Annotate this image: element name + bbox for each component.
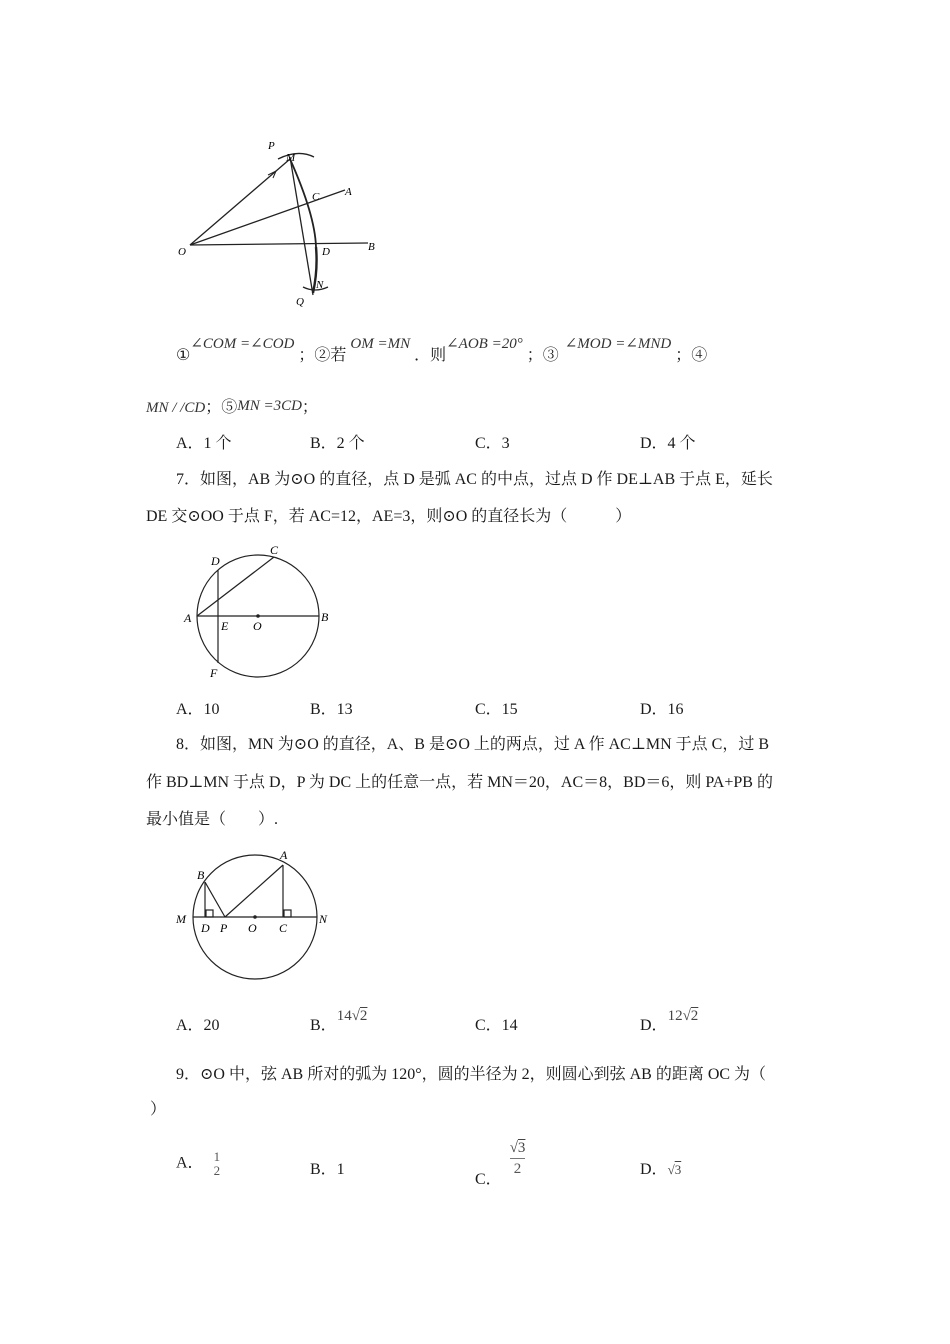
q7-stem-line-1: 7．如图，AB 为⊙O 的直径，点 D 是弧 AC 的中点，过点 D 作 DE⊥AB 于点 E，延长 <box>176 471 773 488</box>
q9-option-c-fraction <box>510 1138 526 1179</box>
q9-option-d-prefix: D． <box>640 1161 668 1178</box>
q8-option-b-radicand: 2 <box>359 1008 368 1024</box>
q8-label-a: A <box>280 848 288 862</box>
q9-option-c-radicand: 3 <box>517 1140 526 1156</box>
q9-option-a-fraction <box>214 1150 221 1178</box>
q8-option-d-radicand: 2 <box>690 1008 699 1024</box>
stmt-4-formula: MN / /CD <box>146 400 206 416</box>
fig1-label-a: A <box>345 186 352 198</box>
q7-label-e: E <box>221 619 229 633</box>
stmt-2-text: ；②若 <box>298 347 347 364</box>
q8-label-n: N <box>319 912 328 926</box>
stmt-5-num: ；⑤ <box>205 399 238 416</box>
fig1-label-n: N <box>316 279 324 291</box>
fig1-label-m: M <box>286 152 296 164</box>
q8-label-d: D <box>201 921 210 935</box>
stmt-1-formula: ∠COM =∠COD <box>190 336 295 352</box>
q9-option-a-numerator: 1 <box>213 1149 221 1164</box>
fig1-label-b: B <box>368 241 375 253</box>
figure-q8-circle <box>172 842 342 984</box>
statements-line-2 <box>146 398 318 418</box>
stmt-5-formula: MN =3CD <box>237 398 302 414</box>
fig1-label-p: P <box>268 140 275 152</box>
q8-option-d-value: 12√2 <box>667 1008 699 1024</box>
q9-stem-line-2: ） <box>150 1101 167 1118</box>
stmt-1-num: ① <box>176 347 191 364</box>
q8-label-m: M <box>176 912 186 926</box>
q9-option-c-prefix: C． <box>475 1171 502 1189</box>
q6-option-a[interactable]: A．1 个 <box>176 435 232 452</box>
q7-option-b[interactable]: B．13 <box>310 701 353 718</box>
q7-stem-line-2: DE 交⊙OO 于点 F，若 AC=12，AE=3，则⊙O 的直径长为（ ） <box>146 508 632 525</box>
q8-stem-line-1: 8．如图，MN 为⊙O 的直径，A、B 是⊙O 上的两点，过 A 作 AC⊥MN 于点 C，过 B <box>176 736 770 753</box>
q9-stem-line-1: 9．⊙O 中，弦 AB 所对的弧为 120°，圆的半径为 2，则圆心到弦 AB 的距离 OC 为（ <box>176 1066 767 1083</box>
q7-label-f: F <box>210 666 218 680</box>
q8-option-d[interactable] <box>640 1008 699 1036</box>
q9-option-a-prefix: A． <box>176 1154 204 1172</box>
q8-option-b-value: 14√2 <box>336 1008 368 1024</box>
q8-option-b-coef: 14 <box>336 1008 352 1024</box>
stmt-2-then: ．则 <box>414 347 447 364</box>
q9-option-a[interactable] <box>176 1150 220 1178</box>
q6-option-c[interactable]: C．3 <box>475 435 510 452</box>
q8-label-b: B <box>197 868 205 882</box>
q8-option-a[interactable]: A．20 <box>176 1017 220 1034</box>
q7-option-a[interactable]: A．10 <box>176 701 220 718</box>
q8-option-c[interactable]: C．14 <box>475 1017 518 1034</box>
stmt-5-end: ； <box>301 399 318 416</box>
q8-option-d-prefix: D． <box>640 1017 668 1034</box>
q6-option-d[interactable]: D．4 个 <box>640 435 696 452</box>
stmt-3-formula: ∠MOD =∠MND <box>564 336 672 352</box>
q8-label-p: P <box>220 921 228 935</box>
q7-label-a: A <box>184 611 192 625</box>
q9-option-c-denominator: 2 <box>510 1158 526 1179</box>
q7-option-d[interactable]: D．16 <box>640 701 684 718</box>
q8-stem-line-3: 最小值是（ ）. <box>146 811 279 828</box>
fig1-label-q: Q <box>296 296 304 308</box>
stmt-2-formula: OM =MN <box>350 336 411 352</box>
q7-label-b: B <box>321 610 329 624</box>
q9-option-c-numerator: √3 <box>509 1140 526 1156</box>
q8-option-b-prefix: B． <box>310 1017 337 1034</box>
q9-option-d-radicand: 3 <box>674 1162 682 1177</box>
figure-q7-circle <box>180 540 340 685</box>
q7-option-c[interactable]: C．15 <box>475 701 518 718</box>
statements-line-1 <box>176 336 708 366</box>
stmt-3-num: ；③ <box>526 347 559 364</box>
fig1-label-c: C <box>312 191 320 203</box>
q9-option-a-denominator: 2 <box>213 1163 221 1178</box>
q8-stem-line-2: 作 BD⊥MN 于点 D，P 为 DC 上的任意一点，若 MN＝20，AC＝8，BD＝6，则 PA+PB 的 <box>146 774 773 791</box>
fig1-label-o: O <box>178 246 186 258</box>
q9-option-c[interactable] <box>475 1138 526 1189</box>
q9-option-b[interactable]: B．1 <box>310 1161 345 1178</box>
figure-angle-construction <box>170 135 390 315</box>
q7-label-d: D <box>211 554 220 568</box>
q8-option-d-coef: 12 <box>667 1008 683 1024</box>
q7-label-c: C <box>270 543 279 557</box>
q8-label-c: C <box>279 921 288 935</box>
q8-option-b[interactable] <box>310 1008 368 1036</box>
q7-label-o: O <box>253 619 262 633</box>
stmt-2-result: ∠AOB =20° <box>446 336 523 352</box>
fig1-label-d: D <box>322 246 330 258</box>
q9-option-d[interactable] <box>640 1160 681 1180</box>
q8-label-o: O <box>248 921 257 935</box>
stmt-4-num: ；④ <box>675 347 708 364</box>
q9-option-d-value: √3 <box>667 1162 682 1177</box>
q6-option-b[interactable]: B．2 个 <box>310 435 365 452</box>
